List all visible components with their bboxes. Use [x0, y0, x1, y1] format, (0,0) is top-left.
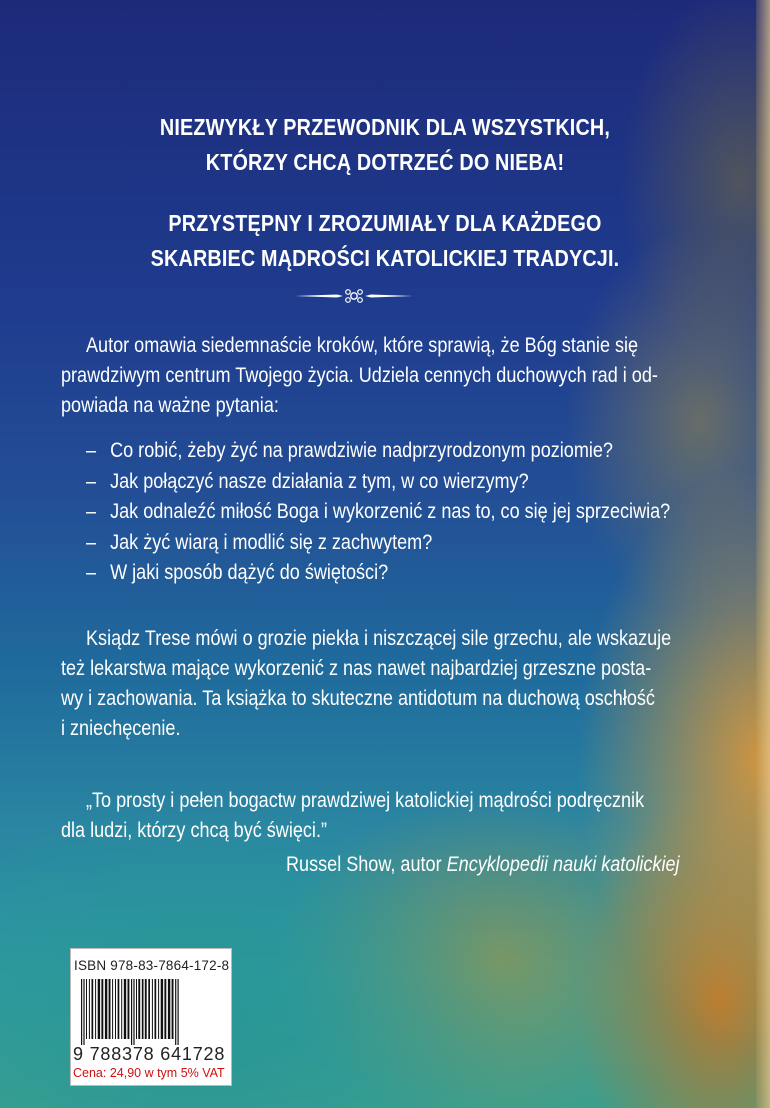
attribution-author: Russel Show, autor — [286, 853, 447, 876]
list-dash: – — [86, 500, 97, 523]
question-text: Jak żyć wiarą i modlić się z zachwytem? — [110, 530, 433, 554]
list-dash: – — [86, 561, 97, 584]
headline-guide — [0, 110, 770, 180]
isbn-label: ISBN 978-83-7864-172-8 — [74, 958, 230, 973]
list-dash: – — [86, 439, 97, 462]
list-item — [86, 497, 670, 528]
paragraph2-line3: wy i zachowania. Ta książka to skuteczne antidotum na duchową oschłość — [61, 687, 655, 710]
question-text: Jak odnaleźć miłość Boga i wykorzenić z nas to, co się jej sprzeciwia? — [110, 500, 671, 523]
question-text: Jak połączyć nasze działania z tym, w co wierzymy? — [110, 469, 529, 493]
question-text: W jaki sposób dążyć do świętości? — [110, 561, 389, 584]
price-label: Cena: 24,90 w tym 5% VAT — [73, 1066, 225, 1080]
intro-line2: prawdziwym centrum Twojego życia. Udziela cennych duchowych rad i od- — [61, 364, 658, 387]
attribution-work: Encyklopedii nauki katolickiej — [446, 853, 680, 876]
list-dash: – — [86, 469, 97, 493]
headline-treasury-line2: SKARBIEC MĄDROŚCI KATOLICKIEJ TRADYCJI. — [150, 245, 620, 271]
ornament-divider-icon — [293, 284, 415, 308]
barcode-label — [70, 948, 232, 1086]
paragraph2-line2: też lekarstwa mające wykorzenić z nas nawet najbardziej grzeszne posta- — [61, 657, 652, 680]
list-item — [86, 436, 670, 467]
list-item — [86, 528, 670, 559]
intro-line1: Autor omawia siedemnaście kroków, które sprawią, że Bóg stanie się — [86, 334, 639, 357]
headline-treasury-line1: PRZYSTĘPNY I ZROZUMIAŁY DLA KAŻDEGO — [168, 210, 602, 236]
list-item — [86, 467, 670, 498]
question-text: Co robić, żeby żyć na prawdziwie nadprzyrodzonym poziomie? — [110, 439, 613, 462]
list-item — [86, 558, 670, 589]
barcode-digits: 9 788378 641728 — [73, 1044, 226, 1064]
headline-guide-line2: KTÓRZY CHCĄ DOTRZEĆ DO NIEBA! — [205, 149, 565, 175]
headline-treasury — [0, 206, 770, 276]
quote-attribution — [286, 850, 680, 881]
questions-list — [86, 436, 765, 589]
paragraph2-line1: Ksiądz Trese mówi o grozie piekła i niszczącej sile grzechu, ale wskazuje — [86, 627, 672, 650]
quote-line1: „To prosty i pełen bogactw prawdziwej katolickiej mądrości podręcznik — [86, 789, 645, 812]
barcode-icon — [79, 979, 227, 1045]
list-dash: – — [86, 530, 97, 554]
headline-guide-line1: NIEZWYKŁY PRZEWODNIK DLA WSZYSTKICH, — [159, 114, 611, 140]
quote-line2: dla ludzi, którzy chcą być święci.” — [61, 819, 327, 842]
intro-line3: powiada na ważne pytania: — [61, 394, 279, 417]
paragraph2-line4: i zniechęcenie. — [61, 717, 181, 740]
